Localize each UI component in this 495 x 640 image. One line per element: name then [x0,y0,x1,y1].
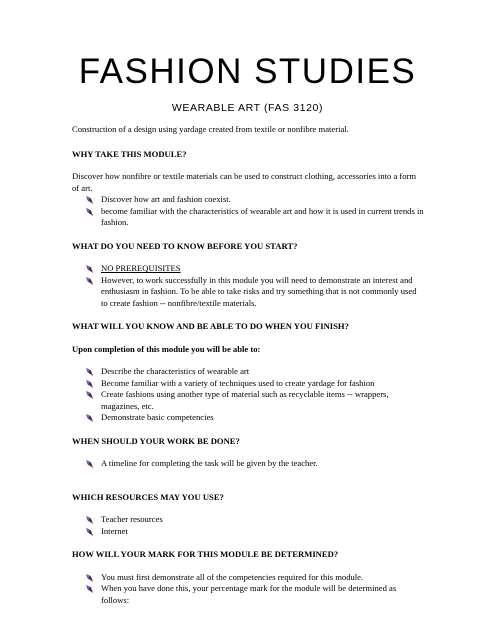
list-item-text: Become familiar with a variety of techniques used to create yardage for fashion [101,377,375,388]
tack-bullet-icon [85,390,94,400]
list-item [72,389,424,412]
list-when [72,458,424,470]
tack-bullet-icon [85,195,94,205]
list-item [72,526,424,538]
intro-paragraph: Construction of a design using yardage created from textile or nonfibre material. [72,124,349,134]
section-heading-when: WHEN SHOULD YOUR WORK BE DONE? [72,435,240,446]
list-item [72,378,424,390]
list-item [72,206,424,229]
list-item [72,572,424,584]
section-heading-why: WHY TAKE THIS MODULE? [72,148,187,159]
section-heading-mark: HOW WILL YOUR MARK FOR THIS MODULE BE DETERMINED? [72,549,339,559]
tack-bullet-icon [85,379,94,389]
section-subheading-finish: Upon completion of this module you will be able to: [72,343,261,354]
section-heading-know: WHAT DO YOU NEED TO KNOW BEFORE YOU START? [72,240,298,251]
list-mark [72,572,424,607]
list-item-text: Demonstrate basic competencies [101,412,214,422]
list-item [72,263,424,275]
list-resources [72,514,424,537]
list-item [72,194,424,206]
list-item-text: Describe the characteristics of wearable art [101,366,250,376]
list-item [72,514,424,526]
tack-bullet-icon [85,276,94,286]
list-why [72,194,424,229]
page-title: FASHION STUDIES [78,52,417,91]
list-item [72,412,424,424]
list-item-text: become familiar with the characteristics of wearable art and how it is used in current trends in fashion. [101,205,424,227]
tack-bullet-icon [85,573,94,583]
tack-bullet-icon [85,459,94,469]
section-heading-finish: WHAT WILL YOU KNOW AND BE ABLE TO DO WHEN YOU FINISH? [72,321,349,331]
section-heading-resources: WHICH RESOURCES MAY YOU USE? [72,491,224,502]
list-item-text: NO PREREQUISITES [101,263,181,273]
list-item-text: Internet [101,525,128,536]
list-finish [72,366,424,424]
tack-bullet-icon [85,527,94,537]
page-subtitle: WEARABLE ART (FAS 3120) [171,102,324,114]
list-item-text: However, to work successfully in this module you will need to demonstrate an interest and enthusiasm in fashion. To be able to take risks and try something that is not commonly used to create fashion -- nonfibre/textile materials. [101,274,417,308]
list-item-text: A timeline for completing the task will be given by the teacher. [101,458,318,468]
list-know [72,263,424,309]
section-text-why: Discover how nonfibre or textile materials can be used to construct clothing, accessories into a form of art. [72,171,417,193]
list-item [72,366,424,378]
list-item [72,458,424,470]
list-item-text: When you have done this, your percentage mark for the module will be determined as follows: [101,583,397,605]
list-item-text: Teacher resources [101,514,163,524]
list-item-text: You must first demonstrate all of the competencies required for this module. [101,571,364,582]
tack-bullet-icon [85,413,94,423]
list-item [72,583,424,606]
tack-bullet-icon [85,264,94,274]
tack-bullet-icon [85,207,94,217]
document-body [72,124,424,606]
tack-bullet-icon [85,584,94,594]
list-item-text: Discover how art and fashion coexist. [101,194,231,204]
list-item-text: Create fashions using another type of material such as recyclable items -- wrappers, magazines, etc. [101,389,389,411]
list-item [72,275,424,310]
tack-bullet-icon [85,367,94,377]
tack-bullet-icon [85,515,94,525]
